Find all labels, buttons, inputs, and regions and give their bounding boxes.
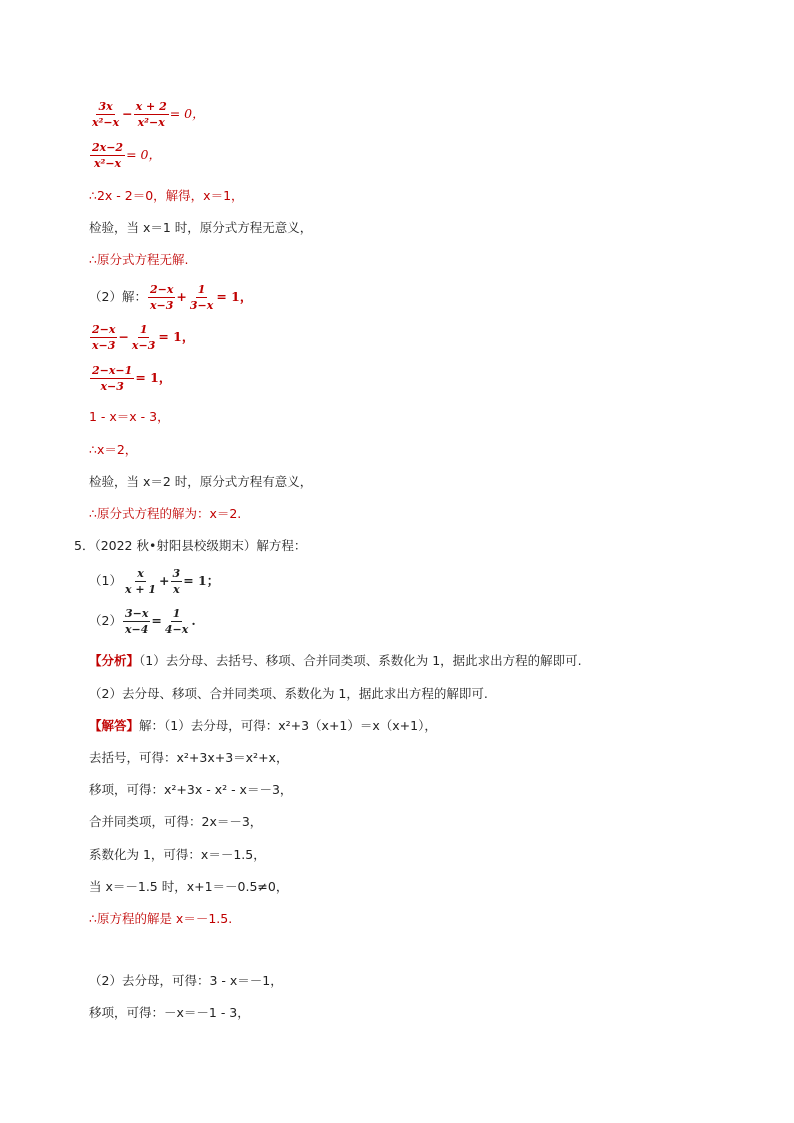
answer-line-9: 移项，可得：－x＝－1 - 3， (89, 1005, 250, 1020)
q5-part2-equation: （2） $\frac{3-x}{x-4}$ = $\frac{1}{4-x}$ . (89, 607, 196, 636)
answer-line-3: 移项，可得：x²+3x - x² - x＝－3， (89, 782, 293, 797)
eq-line-2: $\frac{2x-2}{\text{x²−x}}$ = 0， (92, 141, 161, 170)
part2-eq-line-3: $\frac{2-x-1}{x-3}$ = 1， (92, 364, 172, 393)
answer-line-1: 【解答】解：（1）去分母，可得：x²+3（x+1）＝x（x+1）， (89, 718, 437, 733)
part2-line-5: ∴x＝2， (89, 442, 138, 457)
answer-line-2: 去括号，可得：x²+3x+3＝x²+x， (89, 750, 289, 765)
answer-tag: 【解答】 (89, 718, 140, 733)
question-5-header: 5．（2022 秋•射阳县校级期末）解方程： (74, 538, 307, 553)
answer-line-4: 合并同类项，可得：2x＝－3， (89, 814, 263, 829)
analysis-tag: 【分析】 (89, 653, 140, 668)
eq-line-1: $\frac{3x}{\text{x²−x}}$ − $\frac{x + 2}{\text{x²−x}}$ = 0， (92, 100, 205, 129)
answer-line-7: ∴原方程的解是 x＝－1.5. (89, 911, 233, 926)
part2-eq-line-1: （2）解： $\frac{2-x}{x-3}$ + $\frac{1}{3-x}$ = 1， (89, 283, 253, 312)
part2-check-line: 检验，当 x＝2 时，原分式方程有意义， (89, 474, 313, 489)
answer-line-5: 系数化为 1，可得：x＝－1.5， (89, 847, 266, 862)
part2-conclusion-line: ∴原分式方程的解为：x＝2. (89, 506, 242, 521)
solve-line: ∴2x - 2＝0，解得，x＝1， (89, 188, 244, 203)
q5-part1-equation: （1） $\frac{x}{x + 1}$ + $\frac{3}{x}$ = 1； (89, 567, 220, 596)
part2-eq-line-2: $\frac{2-x}{x-3}$ − $\frac{1}{x-3}$ = 1， (92, 323, 195, 352)
check-line: 检验，当 x＝1 时，原分式方程无意义， (89, 220, 313, 235)
answer-line-8: （2）去分母，可得：3 - x＝－1， (89, 973, 283, 988)
answer-line-6: 当 x＝－1.5 时，x+1＝－0.5≠0， (89, 879, 289, 894)
part2-line-4: 1 - x＝x - 3， (89, 409, 170, 424)
analysis-line-2: （2）去分母、移项、合并同类项、系数化为 1，据此求出方程的解即可. (89, 686, 488, 701)
fraction: $\frac{3x}{\text{x²−x}}$ (92, 100, 120, 129)
fraction: $\frac{x + 2}{\text{x²−x}}$ (135, 100, 167, 129)
conclusion-line: ∴原分式方程无解. (89, 252, 189, 267)
fraction: $\frac{2x-2}{\text{x²−x}}$ (92, 141, 124, 170)
analysis-line-1: 【分析】（1）去分母、去括号、移项、合并同类项、系数化为 1，据此求出方程的解即可. (89, 653, 582, 668)
